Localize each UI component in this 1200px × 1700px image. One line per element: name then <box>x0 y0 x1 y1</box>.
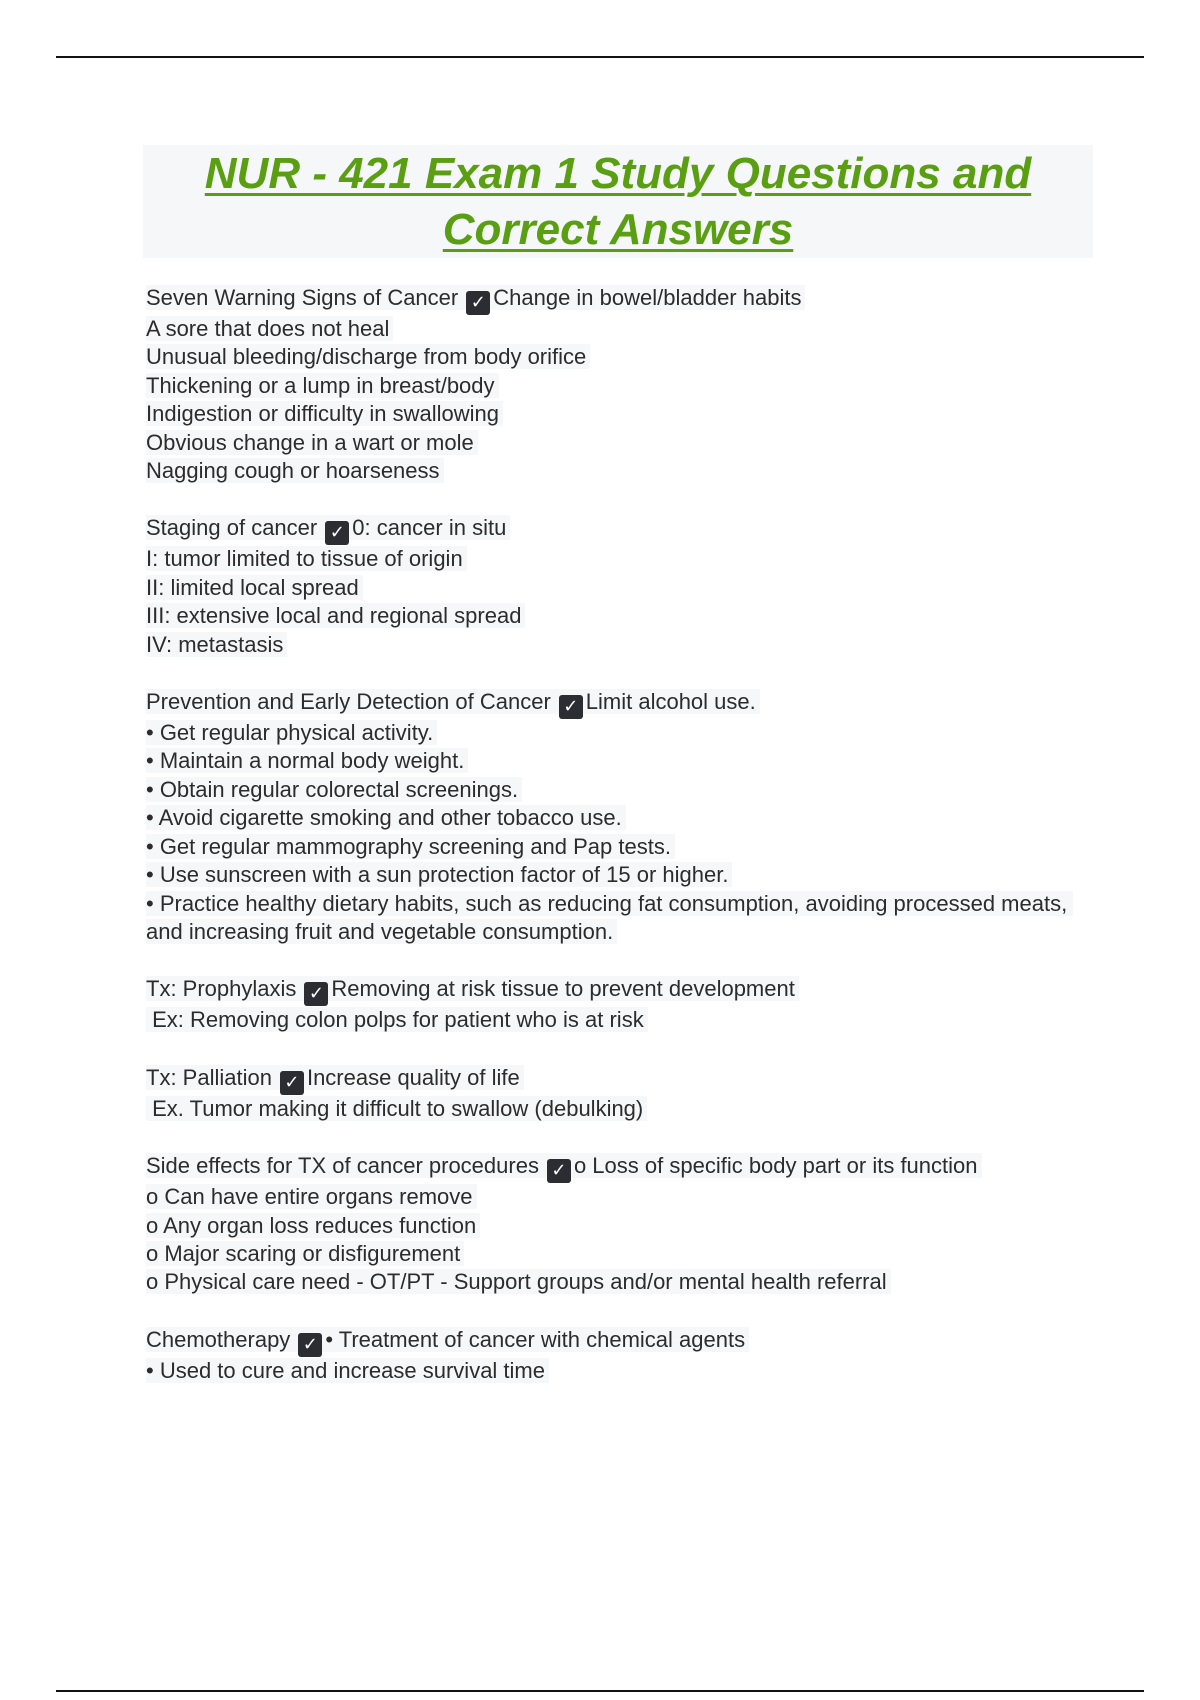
qa-item <box>146 688 1086 946</box>
qa-item <box>146 1064 1086 1123</box>
answer-line <box>146 861 1086 889</box>
answer-line-text: • Maintain a normal body weight. <box>146 748 468 773</box>
title-line-1: NUR - 421 Exam 1 Study Questions and <box>204 148 1032 198</box>
answer-line <box>146 890 1086 947</box>
answer-line-text: Unusual bleeding/discharge from body orifice <box>146 344 590 369</box>
qa-first-line-highlight <box>146 515 510 544</box>
qa-first-line <box>146 284 1086 315</box>
answer-text: 0: cancer in situ <box>352 515 507 541</box>
answer-line <box>146 545 1086 573</box>
answer-line-text: • Avoid cigarette smoking and other tobacco use. <box>146 805 626 830</box>
answer-line <box>146 1183 1086 1211</box>
answer-line-text: Nagging cough or hoarseness <box>146 458 444 483</box>
bottom-rule <box>56 1690 1144 1692</box>
question-text: Tx: Prophylaxis <box>146 976 297 1002</box>
answer-line-text: o Can have entire organs remove <box>146 1184 477 1209</box>
answer-line <box>146 372 1086 400</box>
answer-line-text: • Practice healthy dietary habits, such as reducing fat consumption, avoiding processed meats, and increasing fruit and vegetable consumption. <box>146 890 1074 944</box>
answer-line <box>146 1095 1086 1123</box>
checkbox-check-icon: ✓ <box>280 1071 304 1095</box>
title-line-2: Correct Answers <box>442 204 794 254</box>
question-text: Staging of cancer <box>146 515 318 541</box>
answer-line-text: Ex. Tumor making it difficult to swallow (debulking) <box>146 1096 647 1121</box>
qa-first-line <box>146 514 1086 545</box>
answer-line-text: I: tumor limited to tissue of origin <box>146 546 467 571</box>
answer-line-text: • Get regular mammography screening and Pap tests. <box>146 834 675 859</box>
answer-line <box>146 833 1086 861</box>
document-title <box>143 145 1093 258</box>
answer-text: Removing at risk tissue to prevent development <box>331 976 795 1002</box>
qa-first-line <box>146 1326 1086 1357</box>
answer-line <box>146 602 1086 630</box>
question-text: Seven Warning Signs of Cancer <box>146 285 459 310</box>
qa-first-line <box>146 688 1086 719</box>
answer-line-text: II: limited local spread <box>146 575 363 600</box>
qa-first-line-highlight <box>146 1326 749 1355</box>
answer-line <box>146 776 1086 804</box>
answer-line-text: Ex: Removing colon polps for patient who is at risk <box>146 1007 648 1032</box>
answer-line-text: Thickening or a lump in breast/body <box>146 373 499 398</box>
answer-text: Limit alcohol use. <box>585 689 756 715</box>
checkbox-check-icon: ✓ <box>559 695 583 719</box>
answer-line <box>146 1212 1086 1240</box>
answer-line <box>146 747 1086 775</box>
qa-first-line-highlight <box>146 285 805 313</box>
answer-line-text: • Used to cure and increase survival time <box>146 1358 549 1383</box>
qa-item <box>146 975 1086 1034</box>
top-rule <box>56 56 1144 58</box>
checkbox-check-icon: ✓ <box>304 982 328 1006</box>
question-text: Prevention and Early Detection of Cancer <box>146 689 551 715</box>
answer-line-text: • Use sunscreen with a sun protection factor of 15 or higher. <box>146 862 732 887</box>
checkbox-check-icon: ✓ <box>466 291 490 315</box>
checkbox-check-icon: ✓ <box>547 1159 571 1183</box>
answer-text: o Loss of specific body part or its function <box>573 1153 978 1179</box>
qa-first-line <box>146 975 1086 1006</box>
answer-line <box>146 457 1086 485</box>
answer-line <box>146 400 1086 428</box>
checkbox-check-icon: ✓ <box>298 1333 322 1357</box>
answer-line <box>146 719 1086 747</box>
answer-line <box>146 574 1086 602</box>
qa-first-line <box>146 1152 1086 1183</box>
qa-item <box>146 514 1086 659</box>
qa-first-line <box>146 1064 1086 1095</box>
qa-first-line-highlight <box>146 1064 524 1093</box>
answer-text: Change in bowel/bladder habits <box>493 285 802 310</box>
answer-line <box>146 429 1086 457</box>
qa-item <box>146 1152 1086 1297</box>
question-text: Side effects for TX of cancer procedures <box>146 1153 539 1179</box>
answer-line <box>146 631 1086 659</box>
answer-line-text: A sore that does not heal <box>146 316 393 341</box>
qa-first-line-highlight <box>146 1153 982 1182</box>
answer-line-text: o Major scaring or disfigurement <box>146 1241 464 1266</box>
answer-line <box>146 343 1086 371</box>
qa-item <box>146 1326 1086 1385</box>
answer-line-text: o Any organ loss reduces function <box>146 1213 480 1238</box>
qa-list <box>146 284 1086 1414</box>
qa-item <box>146 284 1086 485</box>
answer-line <box>146 1357 1086 1385</box>
answer-line <box>146 1006 1086 1034</box>
answer-text: • Treatment of cancer with chemical agents <box>325 1326 746 1352</box>
question-text: Tx: Palliation <box>146 1064 272 1090</box>
answer-text: Increase quality of life <box>306 1064 520 1090</box>
answer-line <box>146 1268 1086 1296</box>
answer-line <box>146 1240 1086 1268</box>
answer-line-text: IV: metastasis <box>146 632 287 657</box>
answer-line-text: • Get regular physical activity. <box>146 720 437 745</box>
answer-line <box>146 315 1086 343</box>
question-text: Chemotherapy <box>146 1326 291 1352</box>
qa-first-line-highlight <box>146 976 799 1005</box>
answer-line-text: III: extensive local and regional spread <box>146 603 525 628</box>
checkbox-check-icon: ✓ <box>325 521 349 545</box>
answer-line-text: Obvious change in a wart or mole <box>146 430 478 455</box>
answer-line-text: • Obtain regular colorectal screenings. <box>146 777 522 802</box>
answer-line <box>146 804 1086 832</box>
qa-first-line-highlight <box>146 689 760 718</box>
answer-line-text: o Physical care need - OT/PT - Support groups and/or mental health referral <box>146 1269 891 1294</box>
answer-line-text: Indigestion or difficulty in swallowing <box>146 401 503 426</box>
